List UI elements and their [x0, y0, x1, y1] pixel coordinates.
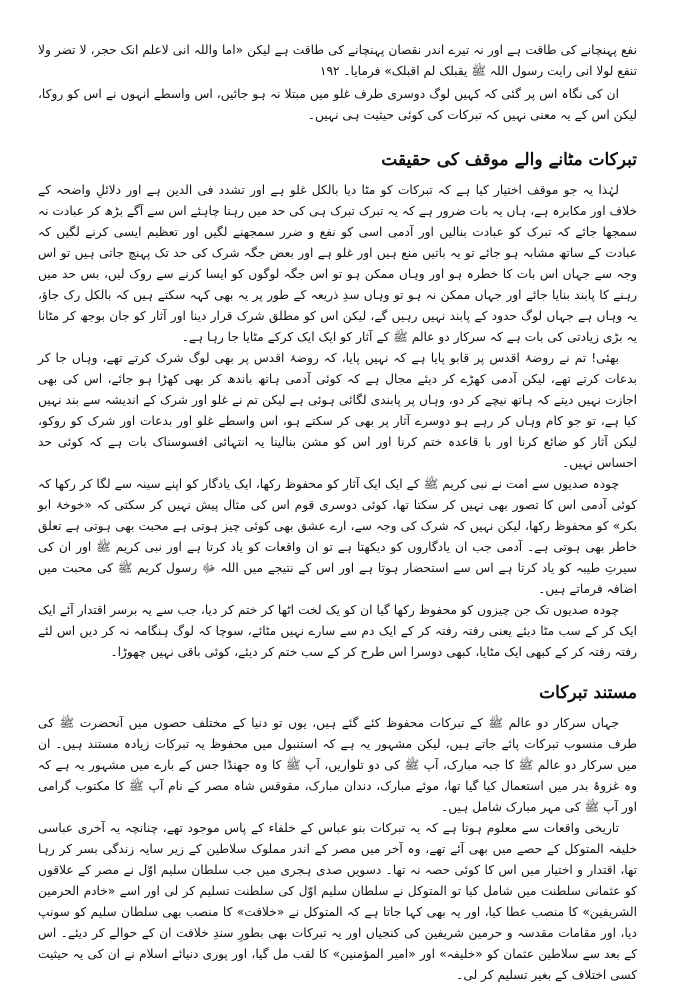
section2-paragraph-1: جہاں سرکار دو عالم ﷺ کے تبرکات محفوظ کئے گئے ہیں، یوں تو دنیا کے مختلف حصوں میں آنحضرت ﷺ کی طرف منسوب تبرکات پائے جاتے ہیں، لیکن مشہور یہ ہے کہ استنبول میں محفوظ یہ تبرکات زیادہ مستند ہیں۔ ان میں سرکار دو عالم ﷺ کا جبہ مبارک، آپ ﷺ کی دو تلواریں، آپ ﷺ کا وہ جھنڈا جس کے بارے میں مشہور یہ ہے کہ وہ غزوۂ بدر میں استعمال کیا گیا تھا، موئے مبارک، دندان مبارک، مقوقس شاہ مصر کے نام آپ ﷺ کا مکتوب گرامی اور آپ ﷺ کی مہر مبارک شامل ہیں۔: [38, 716, 637, 814]
intro-paragraph-1: نفع پہنچانے کی طاقت ہے اور نہ تیرے اندر نقصان پہنچانے کی طاقت ہے لیکن «اما واللہ انی لاعلم انک حجر، لا تضر ولا تنفع لولا انی رایت رسول اللہ ﷺ یقبلک لم اقبلک» فرمایا۔ ۱۹۲: [38, 43, 637, 78]
section-heading-tabarrukat-removal: تبرکات مٹانے والے موقف کی حقیقت: [381, 150, 637, 170]
intro-paragraph-2: ان کی نگاہ اس پر گئی کہ کہیں لوگ دوسری طرف غلو میں مبتلا نہ ہو جائیں، اس واسطے انہوں نے اس کو روکا، لیکن اس کے یہ معنی نہیں کہ تبرکات کی کوئی حیثیت ہی نہیں۔: [38, 87, 637, 122]
section1-paragraph-2: بھئی! تم نے روضۂ اقدس پر قابو پایا ہے کہ نہیں پایا، کہ روضۂ اقدس پر بھی لوگ شرک کرتے تھے، وہاں جا کر بدعات کرتے تھے، لیکن آدمی کھڑے کر دیئے مجال ہے کہ کوئی آدمی ہاتھ باندھ کر بھی کھڑا ہو جائے، اس کی بھی اجازت نہیں دیتے کہ ہاتھ نیچے کر دو، وہاں پر پابندی لگائی ہوئی ہے لیکن تم نے غلو اور شرک کے اندیشہ سے بند نہیں کیا ہے، تو جو کام وہاں کر رہے ہو دوسرے آثار پر بھی کر سکتے ہو، اس واسطے غلو اور بدعات اور شرک کو روکو، لیکن آثار کو ضائع کرنا اور با قاعدہ ختم کرنا اور اس کو مشن بنالینا یہ انتہائی افسوسناک بات ہے کہ کوئی حد احساس نہیں۔: [38, 351, 637, 470]
section1-paragraph-1: لہٰذا یہ جو موقف اختیار کیا ہے کہ تبرکات کو مٹا دیا بالکل غلو ہے اور تشدد فی الدین ہے اور دلائلِ واضحہ کے خلاف اور مکابرہ ہے، ہاں یہ بات ضرور ہے کہ یہ تبرک تبرک ہی کی حد میں رہنا چاہئے اس سے آگے بڑھ کر عبادت نہ سمجھا جائے کہ تبرک کو عبادت بنالیں اور آدمی اسی کو نفع و ضرر سمجھنے لگیں اور تعظیم ایسی کرنے لگیں کہ عبادت کے ساتھ مشابہ ہو جائے تو یہ باتیں منع ہیں اور غلو ہے اور بعض جگہ شرک کی حد تک پہنچ جاتی ہیں تو اس وجہ سے جہاں اس بات کا خطرہ ہو اور وہاں ممکن ہو تو اس جگہ لوگوں کو ایسا کرنے سے روک لیں، بس حد میں رہنے کا پابند بنایا جائے اور جہاں ممکن نہ ہو تو وہاں سدِ ذریعہ کے طور پر یہ بھی کہہ سکتے ہیں کہ بالکل رک جاؤ، یہ وہاں ہے جہاں لوگ حدود کے پابند نہیں رہیں گے، لیکن اس کو مطلق شرک قرار دینا اور آثار کو جان بوجھ کر مٹانا یہ بڑی زیادتی کی بات ہے کہ سرکار دو عالم ﷺ کے آثار کو ایک ایک کرکے مٹایا جا رہا ہے۔: [38, 183, 637, 344]
section2-paragraph-2: تاریخی واقعات سے معلوم ہوتا ہے کہ یہ تبرکات بنو عباس کے خلفاء کے پاس موجود تھے، چنانچہ یہ آخری عباسی خلیفہ المتوکل کے حصے میں بھی آئے تھے، وہ آخر میں مصر کے اندر مملوک سلاطین کے زیر سایہ زندگی بسر کر رہا تھا، اقتدار و اختیار میں اس کا کوئی حصہ نہ تھا۔ دسویں صدی ہجری میں جب سلطان سلیم اوّل نے مصر کے علاقوں کو عثمانی سلطنت میں شامل کیا تو المتوکل نے سلطان سلیم اوّل کی سلطنت تسلیم کر لی اور اسے «خادم الحرمین الشریفین» کا منصب عطا کیا، اور یہ بھی کہا جاتا ہے کہ المتوکل نے «خلافت» کا منصب بھی سلطان سلیم کو سونپ دیا، اور مقامات مقدسہ و حرمین شریفین کی کنجیاں اور یہ تبرکات بھی بطورِ سندِ خلافت ان کے حوالے کر دیئے۔ اس کے بعد سے سلاطین عثمان کو «خلیفہ» اور «امیر المؤمنین» کا لقب مل گیا، اور پوری دنیائے اسلام نے ان کی یہ حیثیت کسی اختلاف کے بغیر تسلیم کر لی۔: [38, 821, 637, 982]
section-heading-authentic-tabarrukat: مستند تبرکات: [539, 683, 637, 703]
section1-paragraph-4: چودہ صدیوں تک جن چیزوں کو محفوظ رکھا گیا ان کو یک لخت اٹھا کر ختم کر دیا، جب سے یہ برسر اقتدار آئے ایک ایک کر کے سب مٹا دیئے یعنی رفتہ رفتہ کر کے ایک دم سے سارے نہیں مٹائے، سوچا کہ لوگ ہنگامہ نہ کر دیں اس لئے رفتہ رفتہ کر کے کبھی ایک مٹایا، کبھی دوسرا اس طرح کر کے سب ختم کر دیئے، کوئی باقی نہیں چھوڑا۔: [38, 603, 637, 659]
section1-paragraph-3: چودہ صدیوں سے امت نے نبی کریم ﷺ کے ایک ایک آثار کو محفوظ رکھا، ایک یادگار کو اپنے سینہ سے لگا کر رکھا کہ کوئی آدمی اس کا تصور بھی نہیں کر سکتا تھا، کوئی دوسری قوم اس کی مثال پیش نہیں کر سکتی کہ «خوخۂ ابو بکر» کو محفوظ رکھا، لیکن نہیں کہ شرک کی وجہ سے، ارے عشق بھی کوئی چیز ہوتی ہے محبت بھی ہوتی ہے تعلق خاطر بھی ہوتی ہے۔ آدمی جب ان یادگاروں کو دیکھتا ہے تو ان واقعات کو یاد کرتا ہے اور نبی کریم ﷺ اور ان کی سیرتِ طیبہ کو یاد کرتا ہے اس سے استحضار ہوتا ہے اور اس کے نتیجے میں اللہ ﷻ رسول کریم ﷺ کی محبت میں اضافہ فرماتے ہیں۔: [38, 477, 637, 596]
